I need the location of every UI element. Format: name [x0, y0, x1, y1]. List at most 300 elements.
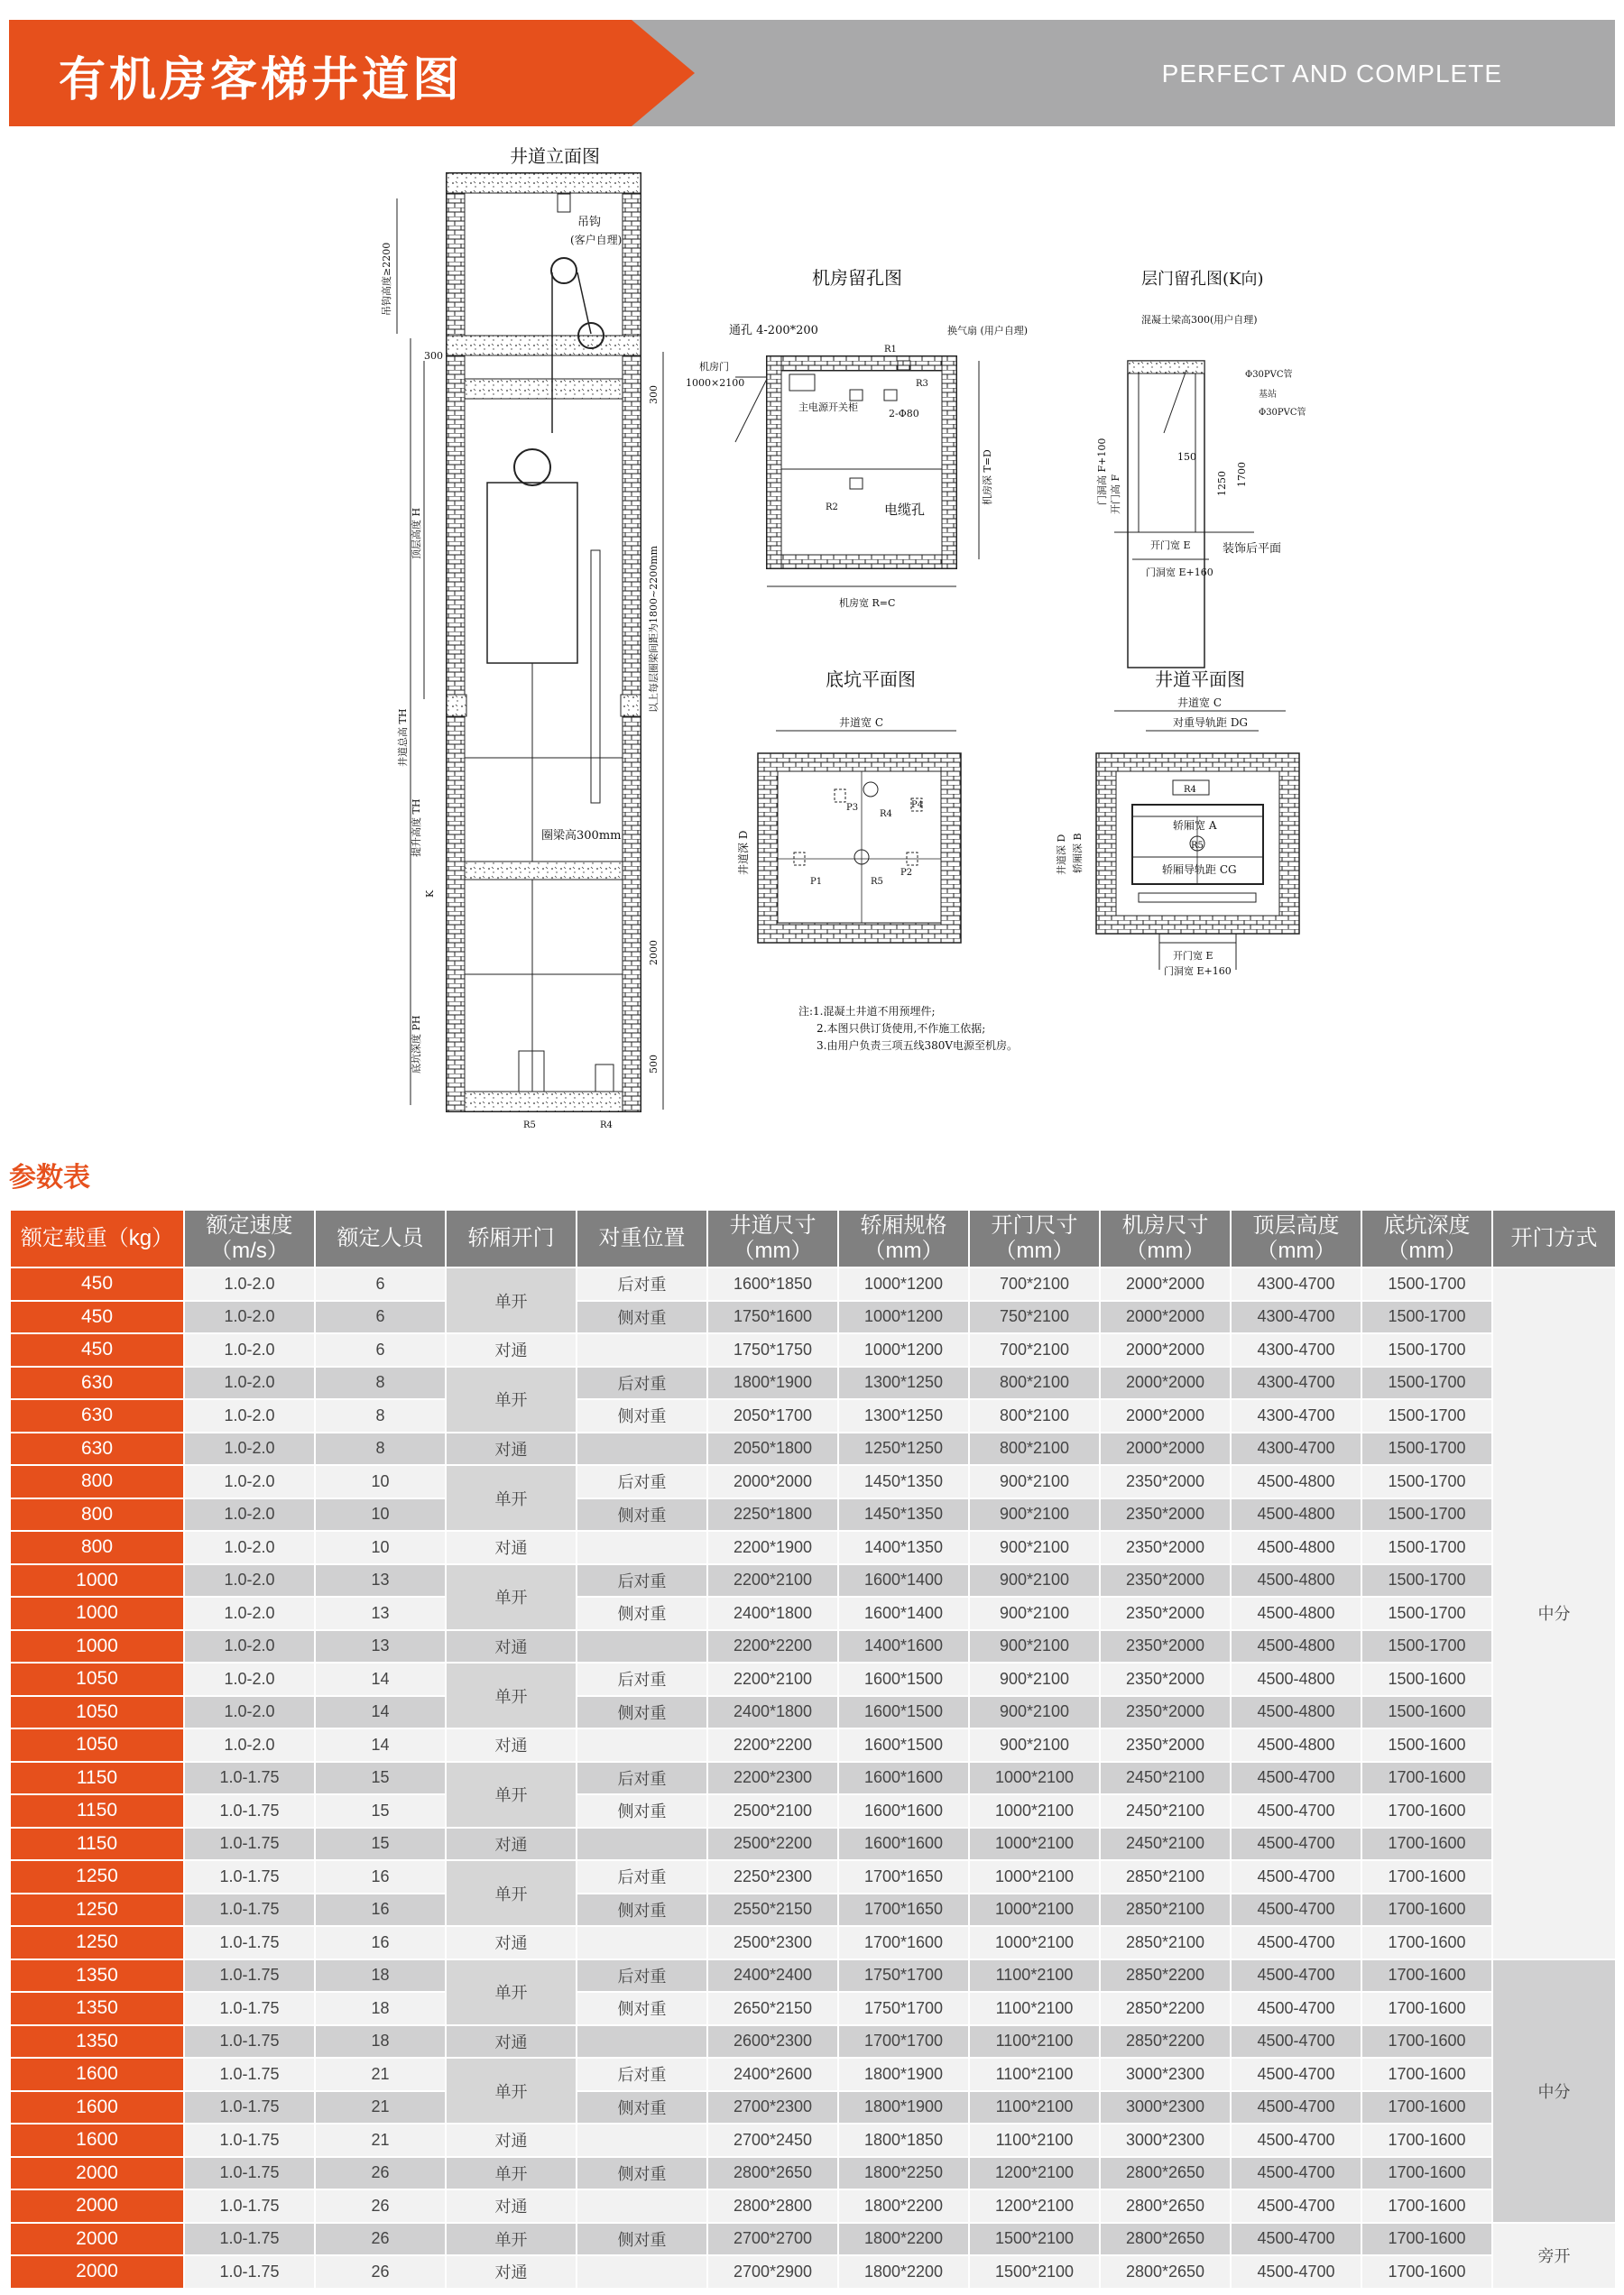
cell-shaft-size: 2000*2000 [707, 1465, 838, 1498]
cell-car-size: 1600*1400 [838, 1564, 969, 1598]
cell-car-size: 1700*1650 [838, 1860, 969, 1894]
cell-cw-position: 后对重 [577, 1267, 707, 1301]
table-row [10, 1433, 1616, 1466]
cell-machine-room: 2800*2650 [1100, 2189, 1231, 2223]
sp-r4: R4 [1184, 785, 1196, 795]
cell-speed: 1.0-1.75 [184, 2255, 315, 2289]
cell-speed: 1.0-1.75 [184, 1794, 315, 1828]
cell-top-height: 4500-4700 [1231, 2025, 1361, 2059]
cell-top-height: 4500-4700 [1231, 1894, 1361, 1927]
cell-machine-room: 2000*2000 [1100, 1367, 1231, 1400]
cell-pit-depth: 1500-1700 [1361, 1465, 1492, 1498]
cell-load: 1150 [10, 1762, 184, 1795]
cell-persons: 13 [315, 1564, 446, 1598]
cell-machine-room: 2850*2200 [1100, 2025, 1231, 2059]
cell-cw-position: 后对重 [577, 1762, 707, 1795]
top-height-dim: 顶层高度 H [411, 507, 422, 559]
note-3: 3.由用户负责三项五线380V电源至机房。 [817, 1039, 1019, 1052]
cell-door-size: 1100*2100 [969, 2025, 1100, 2059]
cell-load: 450 [10, 1333, 184, 1367]
cell-top-height: 4500-4800 [1231, 1531, 1361, 1564]
cell-speed: 1.0-1.75 [184, 2058, 315, 2091]
cell-load: 1000 [10, 1564, 184, 1598]
cell-shaft-size: 2700*2900 [707, 2255, 838, 2289]
cell-door-size: 900*2100 [969, 1630, 1100, 1664]
pit-p1: P1 [810, 877, 823, 887]
cell-pit-depth: 1700-1600 [1361, 1762, 1492, 1795]
sp-car-depth: 轿厢深 B [1072, 833, 1084, 873]
cell-speed: 1.0-1.75 [184, 1959, 315, 1993]
cell-top-height: 4500-4800 [1231, 1498, 1361, 1532]
cell-car-door: 单开 [446, 1564, 577, 1630]
cell-cw-position [577, 1828, 707, 1861]
pit-plan-title: 底坑平面图 [826, 668, 916, 690]
cell-machine-room: 2350*2000 [1100, 1564, 1231, 1598]
cell-cw-position: 侧对重 [577, 2091, 707, 2124]
cell-machine-room: 3000*2300 [1100, 2091, 1231, 2124]
table-row [10, 1531, 1616, 1564]
mr-r1: R1 [884, 345, 897, 355]
page-title: 有机房客梯井道图 [59, 53, 464, 107]
cell-pit-depth: 1700-1600 [1361, 2058, 1492, 2091]
pit-width: 井道宽 C [839, 716, 883, 729]
cell-car-size: 1450*1350 [838, 1465, 969, 1498]
elevation-title: 井道立面图 [510, 145, 600, 167]
cell-door-size: 1200*2100 [969, 2157, 1100, 2190]
cell-shaft-size: 2200*2100 [707, 1564, 838, 1598]
cell-car-size: 1400*1600 [838, 1630, 969, 1664]
cell-door-size: 900*2100 [969, 1663, 1100, 1696]
cell-door-size: 900*2100 [969, 1531, 1100, 1564]
cell-speed: 1.0-2.0 [184, 1333, 315, 1367]
cell-top-height: 4500-4700 [1231, 1762, 1361, 1795]
cell-shaft-size: 1750*1750 [707, 1333, 838, 1367]
cell-door-size: 1500*2100 [969, 2223, 1100, 2256]
cell-persons: 14 [315, 1728, 446, 1762]
cell-shaft-size: 2200*2100 [707, 1663, 838, 1696]
table-row [10, 1367, 1616, 1400]
cell-pit-depth: 1500-1700 [1361, 1399, 1492, 1433]
cell-shaft-size: 2050*1800 [707, 1433, 838, 1466]
cell-load: 1000 [10, 1630, 184, 1664]
cell-car-door: 单开 [446, 1959, 577, 2025]
sp-width: 井道宽 C [1177, 696, 1222, 709]
cell-persons: 10 [315, 1498, 446, 1532]
cell-cw-position: 后对重 [577, 1959, 707, 1993]
cell-door-size: 1000*2100 [969, 1794, 1100, 1828]
cell-car-size: 1750*1700 [838, 1959, 969, 1993]
ld-hole-height: 门洞高 F+100 [1096, 438, 1108, 505]
cell-top-height: 4500-4700 [1231, 1959, 1361, 1993]
cell-machine-room: 2800*2650 [1100, 2223, 1231, 2256]
col-header-speed: 额定速度（m/s） [184, 1210, 315, 1267]
cell-door-size: 1100*2100 [969, 2091, 1100, 2124]
cell-shaft-size: 2500*2200 [707, 1828, 838, 1861]
table-row [10, 2025, 1616, 2059]
cell-load: 630 [10, 1399, 184, 1433]
cell-load: 1250 [10, 1926, 184, 1959]
cell-cw-position [577, 1531, 707, 1564]
cell-load: 1050 [10, 1728, 184, 1762]
cell-persons: 10 [315, 1465, 446, 1498]
cell-door-size: 1000*2100 [969, 1828, 1100, 1861]
cell-door-size: 1000*2100 [969, 1860, 1100, 1894]
cell-load: 2000 [10, 2189, 184, 2223]
switch-label: 主电源开关柜 [798, 401, 858, 413]
cell-pit-depth: 1700-1600 [1361, 2223, 1492, 2256]
shaft-drawings [0, 135, 1624, 1130]
table-row [10, 1894, 1616, 1927]
cell-pit-depth: 1500-1700 [1361, 1333, 1492, 1367]
cell-car-door: 对通 [446, 1630, 577, 1664]
cell-cw-position: 后对重 [577, 1367, 707, 1400]
cell-door-size: 800*2100 [969, 1367, 1100, 1400]
table-row [10, 2058, 1616, 2091]
cell-top-height: 4500-4700 [1231, 1860, 1361, 1894]
cell-cw-position: 侧对重 [577, 1597, 707, 1630]
cell-pit-depth: 1700-1600 [1361, 1992, 1492, 2025]
cell-machine-room: 2000*2000 [1100, 1433, 1231, 1466]
cell-persons: 16 [315, 1926, 446, 1959]
cell-pit-depth: 1500-1700 [1361, 1367, 1492, 1400]
cell-persons: 26 [315, 2189, 446, 2223]
cell-shaft-size: 2400*2400 [707, 1959, 838, 1993]
cell-car-size: 1000*1200 [838, 1333, 969, 1367]
cell-speed: 1.0-1.75 [184, 2124, 315, 2157]
shaft-height-dim: 井道总高 TH [397, 708, 409, 767]
table-row [10, 1728, 1616, 1762]
cell-door-size: 900*2100 [969, 1597, 1100, 1630]
col-header-shaft-size: 井道尺寸（mm） [707, 1210, 838, 1267]
table-row [10, 1762, 1616, 1795]
cell-machine-room: 2000*2000 [1100, 1333, 1231, 1367]
table-row [10, 2255, 1616, 2289]
cell-machine-room: 2850*2100 [1100, 1926, 1231, 1959]
cell-cw-position [577, 1630, 707, 1664]
cell-door-size: 1000*2100 [969, 1762, 1100, 1795]
cell-pit-depth: 1700-1600 [1361, 2255, 1492, 2289]
cell-load: 800 [10, 1465, 184, 1498]
cell-persons: 8 [315, 1433, 446, 1466]
cell-machine-room: 2350*2000 [1100, 1597, 1231, 1630]
col-header-car-size: 轿厢规格（mm） [838, 1210, 969, 1267]
cell-speed: 1.0-1.75 [184, 1992, 315, 2025]
cell-cw-position [577, 1728, 707, 1762]
cell-car-door: 单开 [446, 1663, 577, 1728]
cell-shaft-size: 2700*2450 [707, 2124, 838, 2157]
dim-300-left: 300 [424, 350, 443, 362]
cell-shaft-size: 1750*1600 [707, 1301, 838, 1334]
landing-door-drawing [1095, 270, 1306, 668]
cell-car-size: 1600*1500 [838, 1696, 969, 1729]
col-header-top-height: 顶层高度（mm） [1231, 1210, 1361, 1267]
cell-cw-position [577, 1926, 707, 1959]
cell-cw-position: 后对重 [577, 2058, 707, 2091]
sp-r5: R5 [1191, 841, 1204, 851]
cell-pit-depth: 1500-1600 [1361, 1663, 1492, 1696]
cell-persons: 15 [315, 1762, 446, 1795]
cell-cw-position: 后对重 [577, 1465, 707, 1498]
cell-persons: 15 [315, 1828, 446, 1861]
hook-height-dim: 吊钩高度≥2200 [381, 242, 392, 316]
cell-persons: 18 [315, 1959, 446, 1993]
cell-load: 2000 [10, 2255, 184, 2289]
cell-shaft-size: 1600*1850 [707, 1267, 838, 1301]
cell-car-size: 1800*1900 [838, 2091, 969, 2124]
shaft-plan-title: 井道平面图 [1155, 668, 1245, 690]
cell-shaft-size: 2700*2300 [707, 2091, 838, 2124]
cell-machine-room: 2350*2000 [1100, 1663, 1231, 1696]
cell-shaft-size: 2800*2800 [707, 2189, 838, 2223]
cell-cw-position: 后对重 [577, 1860, 707, 1894]
cell-top-height: 4500-4700 [1231, 2223, 1361, 2256]
cell-persons: 8 [315, 1399, 446, 1433]
cell-load: 2000 [10, 2157, 184, 2190]
cell-machine-room: 2450*2100 [1100, 1762, 1231, 1795]
mr-r3: R3 [916, 379, 928, 389]
pit-plan-drawing [736, 668, 961, 943]
ld-pipe1: Φ30PVC管 [1245, 370, 1293, 380]
pit-r4: R4 [880, 809, 892, 819]
cell-door-size: 900*2100 [969, 1696, 1100, 1729]
cell-car-size: 1000*1200 [838, 1267, 969, 1301]
cell-car-door: 单开 [446, 2223, 577, 2256]
cell-speed: 1.0-1.75 [184, 2189, 315, 2223]
cell-top-height: 4500-4700 [1231, 1794, 1361, 1828]
table-row [10, 2124, 1616, 2157]
col-header-door-size: 开门尺寸（mm） [969, 1210, 1100, 1267]
cell-car-size: 1800*2200 [838, 2255, 969, 2289]
cell-car-size: 1600*1500 [838, 1728, 969, 1762]
table-row [10, 1267, 1616, 1301]
cell-speed: 1.0-1.75 [184, 1762, 315, 1795]
ld-open-width: 开门宽 E [1150, 539, 1191, 551]
table-row [10, 1992, 1616, 2025]
door-label: 机房门 [699, 361, 729, 373]
drawing-notes [798, 1004, 1018, 1052]
cell-car-door: 对通 [446, 1433, 577, 1466]
cell-persons: 6 [315, 1333, 446, 1367]
cell-shaft-size: 2050*1700 [707, 1399, 838, 1433]
cell-cw-position [577, 2025, 707, 2059]
cell-shaft-size: 2400*2600 [707, 2058, 838, 2091]
cell-pit-depth: 1500-1700 [1361, 1597, 1492, 1630]
ld-dim-1700: 1700 [1236, 462, 1248, 487]
cell-cw-position [577, 2189, 707, 2223]
cell-car-size: 1300*1250 [838, 1399, 969, 1433]
cell-top-height: 4500-4800 [1231, 1696, 1361, 1729]
cell-top-height: 4500-4700 [1231, 2189, 1361, 2223]
cell-load: 1600 [10, 2091, 184, 2124]
dim-300-right: 300 [648, 385, 660, 404]
table-row [10, 1794, 1616, 1828]
elev-r4: R4 [600, 1120, 613, 1130]
cell-cw-position: 后对重 [577, 1663, 707, 1696]
holes-label: 2-Φ80 [889, 408, 919, 419]
col-header-cw-position: 对重位置 [577, 1210, 707, 1267]
cell-cw-position: 侧对重 [577, 1794, 707, 1828]
pit-depth-dim: 底坑深度 PH [411, 1015, 422, 1074]
table-row [10, 1399, 1616, 1433]
param-table-title: 参数表 [9, 1162, 90, 1194]
cell-shaft-size: 2200*2200 [707, 1630, 838, 1664]
cell-pit-depth: 1500-1700 [1361, 1433, 1492, 1466]
cell-load: 1600 [10, 2058, 184, 2091]
ld-hole-width: 门洞宽 E+160 [1146, 567, 1213, 578]
cell-pit-depth: 1500-1700 [1361, 1301, 1492, 1334]
cell-shaft-size: 2700*2700 [707, 2223, 838, 2256]
cell-pit-depth: 1700-1600 [1361, 1794, 1492, 1828]
cell-car-door: 对通 [446, 2124, 577, 2157]
cell-cw-position [577, 2124, 707, 2157]
cell-car-door: 单开 [446, 2058, 577, 2124]
cell-door-size: 1100*2100 [969, 1959, 1100, 1993]
cell-car-size: 1600*1400 [838, 1597, 969, 1630]
cell-shaft-size: 2250*2300 [707, 1860, 838, 1894]
pit-p2: P2 [900, 868, 913, 878]
page-subtitle: PERFECT AND COMPLETE [1161, 60, 1502, 88]
cell-pit-depth: 1500-1600 [1361, 1696, 1492, 1729]
cell-persons: 16 [315, 1860, 446, 1894]
cell-car-size: 1800*2250 [838, 2157, 969, 2190]
cell-pit-depth: 1500-1700 [1361, 1531, 1492, 1564]
table-row [10, 2189, 1616, 2223]
cell-cw-position: 后对重 [577, 1564, 707, 1598]
cell-pit-depth: 1700-1600 [1361, 2124, 1492, 2157]
cell-speed: 1.0-1.75 [184, 1828, 315, 1861]
cell-machine-room: 2350*2000 [1100, 1531, 1231, 1564]
cell-speed: 1.0-2.0 [184, 1465, 315, 1498]
table-row [10, 2157, 1616, 2190]
cell-top-height: 4500-4800 [1231, 1663, 1361, 1696]
cell-cw-position: 侧对重 [577, 1399, 707, 1433]
cell-persons: 26 [315, 2223, 446, 2256]
col-header-persons: 额定人员 [315, 1210, 446, 1267]
fan-label: 换气扇 (用户自理) [947, 325, 1029, 336]
cell-shaft-size: 2200*2300 [707, 1762, 838, 1795]
cell-top-height: 4300-4700 [1231, 1399, 1361, 1433]
cell-top-height: 4500-4800 [1231, 1597, 1361, 1630]
mr-depth: 机房深 T=D [982, 449, 993, 505]
cell-speed: 1.0-1.75 [184, 2025, 315, 2059]
cell-speed: 1.0-2.0 [184, 1498, 315, 1532]
cell-door-size: 1100*2100 [969, 2058, 1100, 2091]
cell-door-size: 1100*2100 [969, 1992, 1100, 2025]
cell-shaft-size: 2200*1900 [707, 1531, 838, 1564]
cell-pit-depth: 1700-1600 [1361, 1828, 1492, 1861]
col-header-pit-depth: 底坑深度（mm） [1361, 1210, 1492, 1267]
cell-car-size: 1300*1250 [838, 1367, 969, 1400]
cell-car-door: 单开 [446, 1465, 577, 1531]
cell-load: 800 [10, 1531, 184, 1564]
cell-machine-room: 3000*2300 [1100, 2124, 1231, 2157]
cell-car-size: 1700*1600 [838, 1926, 969, 1959]
cell-machine-room: 2350*2000 [1100, 1728, 1231, 1762]
cell-load: 450 [10, 1301, 184, 1334]
cell-cw-position [577, 2255, 707, 2289]
cell-car-size: 1000*1200 [838, 1301, 969, 1334]
cell-top-height: 4500-4800 [1231, 1564, 1361, 1598]
cell-cw-position [577, 1433, 707, 1466]
cell-car-size: 1600*1600 [838, 1794, 969, 1828]
cell-pit-depth: 1700-1600 [1361, 1926, 1492, 1959]
cell-machine-room: 2850*2100 [1100, 1894, 1231, 1927]
cell-load: 1050 [10, 1696, 184, 1729]
col-header-car-door: 轿厢开门 [446, 1210, 577, 1267]
table-row [10, 1564, 1616, 1598]
elevation-drawing [380, 145, 663, 1130]
hook-note: (客户自理) [570, 234, 623, 246]
cell-load: 450 [10, 1267, 184, 1301]
cell-top-height: 4500-4700 [1231, 2157, 1361, 2190]
cell-load: 1250 [10, 1860, 184, 1894]
cell-persons: 26 [315, 2157, 446, 2190]
cell-speed: 1.0-1.75 [184, 1926, 315, 1959]
cell-car-door: 单开 [446, 1267, 577, 1333]
cell-persons: 21 [315, 2091, 446, 2124]
cell-load: 1350 [10, 1959, 184, 1993]
cell-door-mode: 中分 [1492, 1959, 1616, 2223]
ld-beam: 混凝土梁高300(用户自理) [1141, 314, 1258, 326]
pit-p4: P4 [911, 800, 924, 810]
cell-speed: 1.0-2.0 [184, 1367, 315, 1400]
cell-shaft-size: 2500*2300 [707, 1926, 838, 1959]
cell-car-door: 对通 [446, 2255, 577, 2289]
cell-cw-position: 侧对重 [577, 1894, 707, 1927]
cell-car-door: 对通 [446, 1926, 577, 1959]
cell-cw-position: 侧对重 [577, 1696, 707, 1729]
cell-speed: 1.0-1.75 [184, 2223, 315, 2256]
cell-persons: 21 [315, 2124, 446, 2157]
cell-pit-depth: 1700-1600 [1361, 2189, 1492, 2223]
cell-speed: 1.0-1.75 [184, 2091, 315, 2124]
cell-top-height: 4300-4700 [1231, 1267, 1361, 1301]
col-header-load: 额定载重（kg） [10, 1210, 184, 1267]
k-mark: K [424, 889, 436, 898]
cell-car-size: 1800*2200 [838, 2223, 969, 2256]
cell-car-size: 1800*1900 [838, 2058, 969, 2091]
cell-pit-depth: 1500-1700 [1361, 1564, 1492, 1598]
cell-shaft-size: 2550*2150 [707, 1894, 838, 1927]
cell-car-door: 对通 [446, 1531, 577, 1564]
cell-load: 1250 [10, 1894, 184, 1927]
cell-load: 1050 [10, 1663, 184, 1696]
door-size: 1000×2100 [686, 377, 745, 389]
cell-door-mode: 中分 [1492, 1267, 1616, 1959]
cell-persons: 13 [315, 1597, 446, 1630]
cell-car-door: 单开 [446, 1860, 577, 1926]
cell-car-size: 1800*1850 [838, 2124, 969, 2157]
cell-door-mode: 旁开 [1492, 2223, 1616, 2289]
note-2: 2.本图只供订货使用,不作施工依据; [817, 1022, 986, 1035]
cell-speed: 1.0-2.0 [184, 1301, 315, 1334]
cell-speed: 1.0-2.0 [184, 1663, 315, 1696]
cell-pit-depth: 1700-1600 [1361, 2025, 1492, 2059]
cell-shaft-size: 2400*1800 [707, 1597, 838, 1630]
cell-car-door: 单开 [446, 2157, 577, 2190]
machine-room-drawing [686, 267, 1028, 609]
cell-cw-position [577, 1333, 707, 1367]
cell-persons: 21 [315, 2058, 446, 2091]
dim-500: 500 [648, 1055, 660, 1074]
cell-top-height: 4500-4700 [1231, 2091, 1361, 2124]
ring-beam-label: 圈梁高300mm [541, 829, 622, 843]
table-row [10, 2223, 1616, 2256]
cable-label: 电缆孔 [884, 502, 926, 518]
cell-car-door: 对通 [446, 1728, 577, 1762]
pit-depth: 井道深 D [737, 830, 750, 875]
cell-persons: 26 [315, 2255, 446, 2289]
